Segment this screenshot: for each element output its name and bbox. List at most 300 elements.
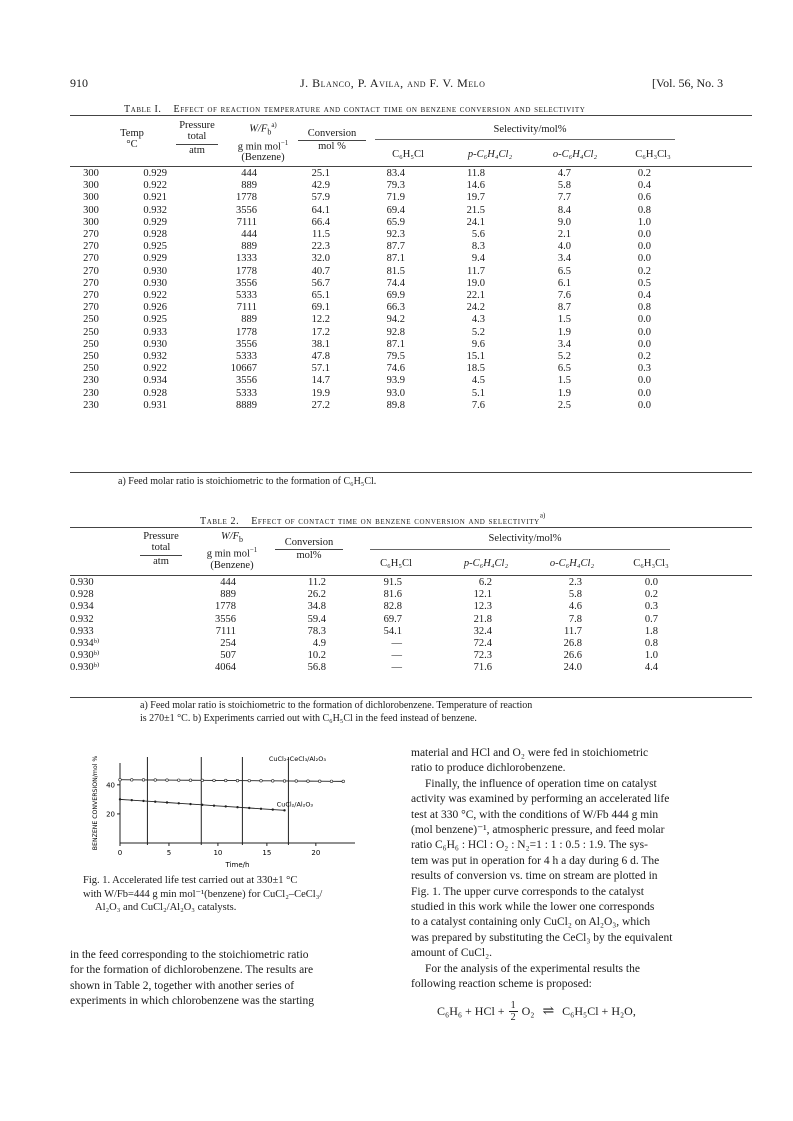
x-tick-label: 0 [117,849,123,857]
table-cell: 5.2 [471,326,485,338]
table-cell: 8.7 [557,302,571,314]
table-cell: 250 [83,326,99,338]
figure-1-caption: Fig. 1. Accelerated life test carried out at 330±1 °C with W/Fb=444 g min mol⁻¹(benzene) for CuCl₂–CeCl₃/ Al₂O₃ and CuCl₂/Al₂O₃ catalysts. [83,875,323,913]
table-pad [651,363,752,375]
table-cell: 25.1 [311,168,330,179]
table-cell: 72.3 [473,650,492,662]
table-cell: 1.5 [557,314,571,326]
table-cell: 270 [83,241,99,253]
table-cell: 79.3 [386,180,405,192]
upper-series-point [177,779,180,782]
table1-top-rule [70,115,752,116]
table-cell: 270 [83,265,99,277]
x-tick-label: 15 [262,849,272,857]
table-cell: 7.6 [557,290,571,302]
table-row [70,351,752,363]
table-cell: 4064 [215,662,236,674]
upper-series-line [120,780,343,782]
equilibrium-arrow-icon: ⇌ [542,1004,555,1019]
table-cell: 87.1 [386,253,405,265]
table-cell: 5333 [236,351,257,363]
table-cell: 0.934ᵇ⁾ [70,638,100,650]
table-pad [651,205,752,217]
table-cell: 4.6 [568,601,582,613]
upper-series-point [295,780,298,783]
table-cell: 0.7 [644,613,658,625]
lower-series-point [272,808,274,810]
upper-series-point [307,780,310,783]
table-cell: 57.1 [311,363,330,375]
table-cell: 83.4 [386,168,405,179]
table-cell: 0.922 [143,180,167,192]
table-cell: 0.932 [143,204,167,216]
table-cell: 2.5 [557,399,571,411]
table-row [70,638,752,650]
table-cell: 444 [241,229,257,241]
table-row [70,662,752,674]
running-authors: J. Blanco, P. Avila, and F. V. Melo [300,76,486,90]
table-cell: 1778 [236,192,257,204]
table2-caption: Table 2. Effect of contact time on benzene conversion and selectivity$^{a)}$ [200,511,546,527]
table-cell: 0.0 [637,326,651,338]
table-cell: 0.930 [143,265,167,277]
table-cell: 1.8 [644,625,658,637]
table-cell: 0.929 [143,253,167,265]
lower-series-point [236,806,238,808]
table2-top-rule [70,527,752,528]
table2-body [70,577,752,675]
table-cell: 4.5 [471,375,485,387]
t1-h-wf: $W/F_b^{a)}$ g min mol$^{-1}$ (Benzene) [237,121,289,164]
table-cell: 270 [83,253,99,265]
table2-footnote-1: a) Feed molar ratio is stoichiometric to the formation of dichlorobenzene. Temperature of reaction [140,700,533,711]
table-cell: 9.4 [471,253,485,265]
table-cell: 250 [83,351,99,363]
table-pad [658,638,752,650]
table-cell: 12.3 [473,601,492,613]
table-row [70,577,752,589]
table-cell: 47.8 [311,351,330,363]
table-cell: 8889 [236,399,257,411]
table-cell: 0.3 [644,601,658,613]
table-cell: 230 [83,399,99,411]
table-cell: 4.9 [312,638,326,650]
upper-series-point [119,778,122,781]
table-pad [651,229,752,241]
table-cell: 0.4 [637,290,651,302]
table-cell: 0.928 [143,387,167,399]
table-row [70,290,752,302]
table-cell: 12.1 [473,589,492,601]
table-row [70,253,752,265]
table-cell: 0.930 [143,338,167,350]
table-pad [651,217,752,229]
table-cell: 7.6 [471,399,485,411]
right-column-text: material and HCl and O₂ were fed in stoichiometric ratio to produce dichlorobenzene. Finally, the influence of operation time on catalyst activity was examined by performing an accelerated life test at 330 °C, with the conditions of W/Fb 444 g min (mol benzene)⁻¹, atmospheric pressure, and feed molar ratio C₆H₆ : HCl : O₂ : N₂=1 : 1 : 0.5 : 1.9. The sys- tem was put in operation for 4 h a day during 6 d. The results of conversion vs. time on stream are plotted in Fig. 1. The upper curve corresponds to the catalyst studied in this work while the lower one corresponds to a catalyst containing only CuCl₂ on Al₂O₃, which was prepared by substituting the CeCl₃ by the equivalent amount of CuCl₂. For the analysis of the experimental results the following reaction scheme is proposed: [411,747,673,991]
table-cell: 40.7 [311,265,330,277]
lower-series-point [225,805,227,807]
table-row [70,614,752,626]
table-pad [651,253,752,265]
table-cell: 300 [83,180,99,192]
t1-h-temp: Temp °C [120,128,144,150]
table2-footnote-2: is 270±1 °C. b) Experiments carried out with C₆H₅Cl in the feed instead of benzene. [140,713,477,724]
table-cell: 24.1 [466,216,485,228]
x-tick-label: 5 [166,849,172,857]
table-cell: 0.921 [143,192,167,204]
table-row [70,266,752,278]
lower-series-point [131,799,133,801]
table2-header-rule [70,575,752,576]
table-cell: 1778 [236,265,257,277]
upper-series-point [236,779,239,782]
table-cell: 12.2 [311,314,330,326]
table-cell: 71.9 [386,192,405,204]
table-cell: 34.8 [307,601,326,613]
table-cell: 0.929 [143,216,167,228]
table-cell: 69.9 [386,290,405,302]
table-row [70,180,752,192]
table-cell: 9.0 [557,216,571,228]
y-axis-label: BENZENE CONVERSION/mol % [92,755,99,851]
table-cell: 0.0 [637,338,651,350]
table-cell: 0.931 [143,399,167,411]
table-cell: 56.7 [311,277,330,289]
table-pad [651,192,752,204]
table-cell: 87.1 [386,338,405,350]
table1-footnote: a) Feed molar ratio is stoichiometric to the formation of C₆H₅Cl. [118,476,377,487]
table-cell: 69.7 [383,613,402,625]
table-cell: 0.2 [637,265,651,277]
table-cell: 0.929 [143,168,167,179]
table-cell: 78.3 [307,625,326,637]
table-cell: 14.6 [466,180,485,192]
table-cell: 11.7 [564,625,582,637]
table-row [70,650,752,662]
table-row [70,589,752,601]
table-cell: 7111 [215,625,236,637]
table-cell: 0.928 [143,229,167,241]
table-pad [658,589,752,601]
table-cell: 0.922 [143,363,167,375]
t2-h-c1: C₆H₅Cl [380,558,412,569]
table1-caption-text: Effect of reaction temperature and contact time on benzene conversion and selectivity [173,104,586,115]
equation-fraction: $\frac{1}{2}$ [510,1000,516,1023]
lower-series-point [248,807,250,809]
table-cell: 11.7 [467,265,485,277]
table-cell: 19.9 [311,387,330,399]
t2-h-c4: C₆H₃Cl₃ [633,558,669,569]
table-cell: 270 [83,229,99,241]
table-cell: 91.5 [383,577,402,588]
x-tick-label: 20 [311,849,321,857]
table-cell: 3.4 [557,253,571,265]
table-row [70,302,752,314]
t2-h-wf: $W/F_b$ g min mol$^{-1}$ (Benzene) [206,531,258,571]
table-cell: 72.4 [473,638,492,650]
upper-series-point [166,779,169,782]
table-cell: 71.6 [473,662,492,674]
table-cell: 0.2 [637,351,651,363]
table-cell: 1.9 [557,326,571,338]
table-cell: 444 [220,577,236,588]
table-pad [651,351,752,363]
table-cell: 0.0 [637,399,651,411]
table-cell: 22.1 [466,290,485,302]
table-pad [651,339,752,351]
table-cell: 38.1 [311,338,330,350]
table-row [70,400,752,412]
table-cell: 6.5 [557,363,571,375]
table-cell: 0.932 [70,613,94,625]
table-row [70,241,752,253]
upper-series-point [213,779,216,782]
t2-h-selectivity: Selectivity/mol% [488,533,562,544]
table-cell: 5.8 [557,180,571,192]
table-pad [651,314,752,326]
table-cell: 0.928 [70,589,94,601]
t1-h-conversion: Conversion mol % [298,128,366,152]
table1-caption: Table I. Effect of reaction temperature and contact time on benzene conversion and selectivity [124,104,586,115]
table-row [70,192,752,204]
table-row [70,339,752,351]
table-cell: 0.930 [143,277,167,289]
table-cell: 26.2 [307,589,326,601]
table-cell: 230 [83,375,99,387]
table1-selectivity-brace [375,139,675,140]
table-cell: 270 [83,277,99,289]
table-row [70,626,752,638]
table-cell: 0.6 [637,192,651,204]
table-cell: 0.0 [637,387,651,399]
table-pad [651,400,752,412]
table-cell: 92.3 [386,229,405,241]
table-cell: 0.925 [143,314,167,326]
table-cell: 444 [241,168,257,179]
table-cell: 2.3 [568,577,582,588]
table-cell: 87.7 [386,241,405,253]
lower-series-label: CuCl₂/Al₂O₃ [276,800,314,809]
table-cell: 0.926 [143,302,167,314]
table-cell: 3556 [236,204,257,216]
table-cell: 59.4 [307,613,326,625]
table-cell: 3556 [236,375,257,387]
running-volume: [Vol. 56, No. 3 [652,76,724,90]
table-cell: 250 [83,314,99,326]
table-cell: 0.0 [637,229,651,241]
table-cell: 0.934 [143,375,167,387]
table-cell: 64.1 [311,204,330,216]
table-cell: 66.4 [311,216,330,228]
table-cell: 1.5 [557,375,571,387]
table-pad [658,650,752,662]
table-cell: 0.0 [637,253,651,265]
table-cell: 22.3 [311,241,330,253]
table-cell: 0.4 [637,180,651,192]
table-cell: 889 [241,180,257,192]
table-cell: 82.8 [383,601,402,613]
x-tick-label: 10 [213,849,223,857]
table-row [70,278,752,290]
table-cell: 270 [83,302,99,314]
upper-series-point [248,779,251,782]
table-cell: 0.3 [637,363,651,375]
table-cell: 0.925 [143,241,167,253]
table-cell: 8.4 [557,204,571,216]
table-cell: 300 [83,204,99,216]
table2-selectivity-brace [370,549,670,550]
table-cell: 32.0 [311,253,330,265]
table-cell: 3556 [236,277,257,289]
table-cell: — [391,638,402,650]
table-cell: 0.0 [637,241,651,253]
table-cell: 5333 [236,290,257,302]
table-cell: 89.8 [386,399,405,411]
upper-series-label: CuCl₂–CeCl₃/Al₂O₃ [268,755,326,763]
table-row [70,314,752,326]
table-cell: 18.5 [466,363,485,375]
table-cell: 0.0 [644,577,658,588]
table-row [70,217,752,229]
table-pad [651,180,752,192]
table1-header-rule [70,166,752,167]
table-cell: 1778 [215,601,236,613]
table-cell: 14.7 [311,375,330,387]
table-cell: 24.0 [563,662,582,674]
table-cell: 5.1 [471,387,485,399]
table-cell: 24.2 [466,302,485,314]
table-cell: 0.0 [637,375,651,387]
table-row [70,363,752,375]
t2-h-c2: p-C₆H₄Cl₂ [463,558,509,569]
table-cell: 56.8 [307,662,326,674]
left-column-text: in the feed corresponding to the stoichiometric ratio for the formation of dichlorobenzene. The results are shown in Table 2, together with another series of experiments in which chlorobenzene was the starting [70,949,314,1008]
t1-h-pressure: Pressure total atm [168,120,226,156]
table-cell: 10.2 [307,650,326,662]
table-cell: 4.3 [471,314,485,326]
page-number: 910 [70,76,88,90]
table-pad [651,241,752,253]
table-cell: 300 [83,192,99,204]
table-cell: 11.5 [312,229,330,241]
lower-series-point [213,804,215,806]
table2-bottom-rule [70,697,752,698]
table-cell: 26.6 [563,650,582,662]
upper-series-point [142,779,145,782]
table-cell: 5.6 [471,229,485,241]
table-cell: 0.0 [637,314,651,326]
table-cell: 3556 [236,338,257,350]
table-row [70,205,752,217]
upper-series-point [342,780,345,783]
upper-series-point [260,779,263,782]
table-cell: 1778 [236,326,257,338]
table-pad [651,168,752,180]
table-cell: 10667 [230,363,257,375]
table-cell: 0.930ᵇ⁾ [70,650,100,662]
table-pad [658,662,752,674]
table-cell: 0.933 [70,625,94,637]
table-cell: 889 [241,314,257,326]
table-cell: 889 [220,589,236,601]
table-cell: 74.4 [386,277,405,289]
table-row [70,229,752,241]
table-cell: 65.1 [311,290,330,302]
table1-body [70,168,752,412]
table-cell: 81.6 [383,589,402,601]
table-cell: 7.7 [557,192,571,204]
upper-series-point [330,780,333,783]
table-cell: 17.2 [311,326,330,338]
table-cell: 0.8 [637,204,651,216]
lower-series-point [166,801,168,803]
t2-h-conversion: Conversion mol% [275,537,343,561]
table-pad [658,614,752,626]
table-cell: 5.8 [568,589,582,601]
table-cell: 3.4 [557,338,571,350]
t2-h-pressure: Pressure total atm [132,531,190,567]
table-cell: 21.8 [473,613,492,625]
table-cell: 8.3 [471,241,485,253]
table-cell: 74.6 [386,363,405,375]
table-cell: 42.9 [311,180,330,192]
table-pad [651,327,752,339]
table-cell: 94.2 [386,314,405,326]
table-pad [651,290,752,302]
upper-series-point [189,779,192,782]
table-cell: 4.0 [557,241,571,253]
table-cell: — [391,650,402,662]
table-cell: 69.4 [386,204,405,216]
lower-series-point [154,801,156,803]
table-cell: 230 [83,387,99,399]
table-cell: 11.8 [467,168,485,179]
table-cell: 0.8 [644,638,658,650]
table-cell: 66.3 [386,302,405,314]
table-cell: 0.8 [637,302,651,314]
t1-h-c4: C₆H₃Cl₃ [635,149,671,160]
figure-1-plot [85,745,385,870]
table-pad [651,266,752,278]
lower-series-point [178,802,180,804]
table-cell: 1.0 [637,216,651,228]
table-pad [651,375,752,387]
table-cell: 0.2 [637,168,651,179]
table-cell: 7111 [236,302,257,314]
table-cell: 5.2 [557,351,571,363]
t1-h-selectivity: Selectivity/mol% [493,124,567,135]
table-cell: 19.0 [466,277,485,289]
table-cell: 93.9 [386,375,405,387]
table-cell: 0.934 [70,601,94,613]
table-pad [651,302,752,314]
t1-h-c1: C₆H₅Cl [392,149,424,160]
table-cell: 0.2 [644,589,658,601]
table-cell: 26.8 [563,638,582,650]
reaction-equation: C₆H₆ + HCl + $\frac{1}{2}$ O₂ ⇌ C₆H₅Cl + H₂O, [437,1000,636,1023]
y-tick-label: 40 [106,781,115,790]
upper-series-point [154,779,157,782]
table-cell: 0.930ᵇ⁾ [70,662,100,674]
table-cell: 1.9 [557,387,571,399]
table-cell: 27.2 [311,399,330,411]
lower-series-point [283,809,285,811]
table-row [70,168,752,180]
y-tick-label: 20 [106,810,115,819]
table-cell: 93.0 [386,387,405,399]
table-row [70,388,752,400]
upper-series-point [201,779,204,782]
